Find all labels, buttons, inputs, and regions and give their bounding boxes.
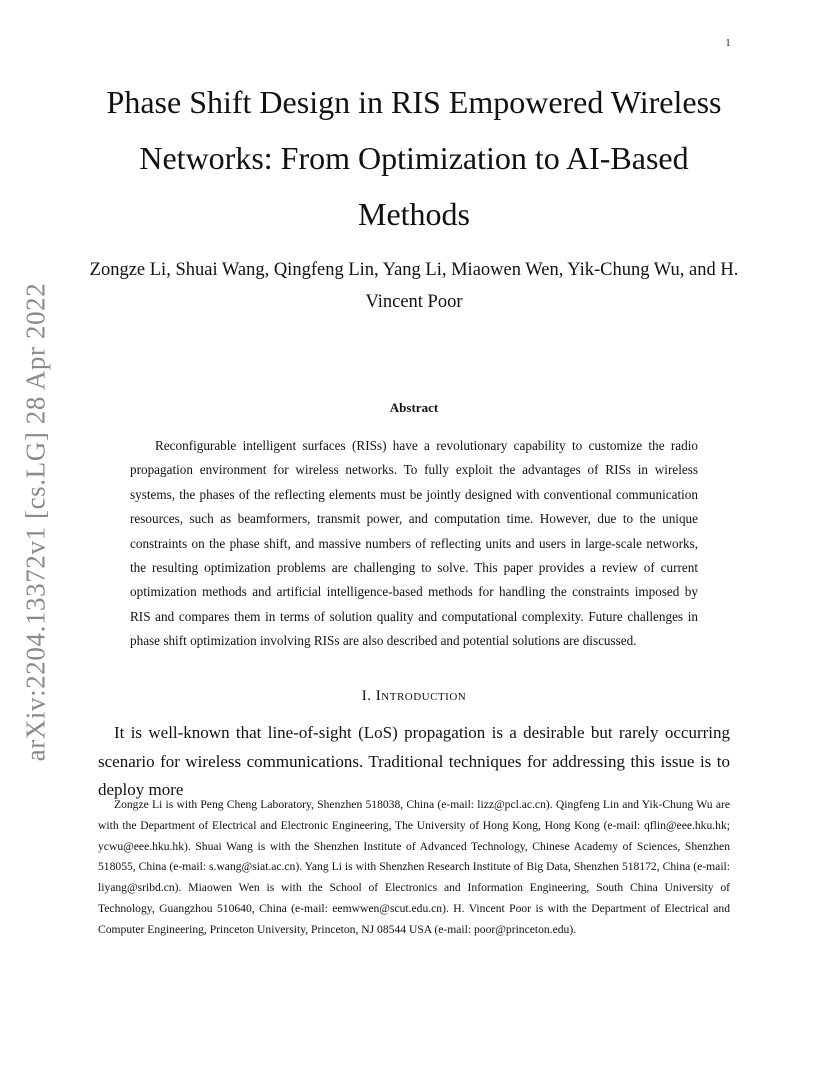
author-affiliation-footnote: Zongze Li is with Peng Cheng Laboratory, Shenzhen 518038, China (e-mail: lizz@pcl.ac.cn). Qingfeng Lin and Yik-Chung Wu are with the Department of Electrical and Electronic Engineering, The University of Hong Kong, Hong Kong (e-mail: qflin@eee.hku.hk; ycwu@eee.hku.hk). Shuai Wang is with the Shenzhen Institute of Advanced Technology, Chinese Academy of Sciences, Shenzhen 518055, China (e-mail: s.wang@siat.ac.cn). Yang Li is with Shenzhen Research Institute of Big Data, Shenzhen 518172, China (e-mail: liyang@sribd.cn). Miaowen Wen is with the School of Electronics and Information Engineering, South China University of Technology, Guangzhou 510640, China (e-mail: eemwwen@scut.edu.cn). H. Vincent Poor is with the Department of Electrical and Computer Engineering, Princeton University, Princeton, NJ 08544 USA (e-mail: poor@princeton.edu). <box>98 798 730 936</box>
section-numeral: I. <box>361 688 372 704</box>
section-title: Introduction <box>375 688 467 704</box>
arxiv-identifier-stamp: arXiv:2204.13372v1 [cs.LG] 28 Apr 2022 <box>20 282 51 762</box>
paper-title: Phase Shift Design in RIS Empowered Wireless Networks: From Optimization to AI-Based Methods <box>106 84 722 232</box>
abstract-heading: Abstract <box>389 400 439 415</box>
section-heading-introduction <box>100 688 728 705</box>
abstract-text: Reconfigurable intelligent surfaces (RISs) have a revolutionary capability to customize the radio propagation environment for wireless networks. To fully exploit the advantages of RISs in wireless systems, the phases of the reflecting elements must be jointly designed with conventional communication resources, such as beamformers, transmit power, and computation time. However, due to the unique constraints on the phase shift, and massive numbers of reflecting units and users in large-scale networks, the resulting optimization problems are challenging to solve. This paper provides a review of current optimization methods and artificial intelligence-based methods for handling the constraints imposed by RIS and compares them in terms of solution quality and computational complexity. Future challenges in phase shift optimization involving RISs are also described and potential solutions are discussed. <box>130 438 698 649</box>
page-number: 1 <box>725 38 731 49</box>
introduction-paragraph: It is well-known that line-of-sight (LoS) propagation is a desirable but rarely occurring scenario for wireless communications. Traditional techniques for addressing this issue is to deploy more <box>98 723 730 799</box>
author-list: Zongze Li, Shuai Wang, Qingfeng Lin, Yang Li, Miaowen Wen, Yik-Chung Wu, and H. Vincent Poor <box>89 260 739 312</box>
